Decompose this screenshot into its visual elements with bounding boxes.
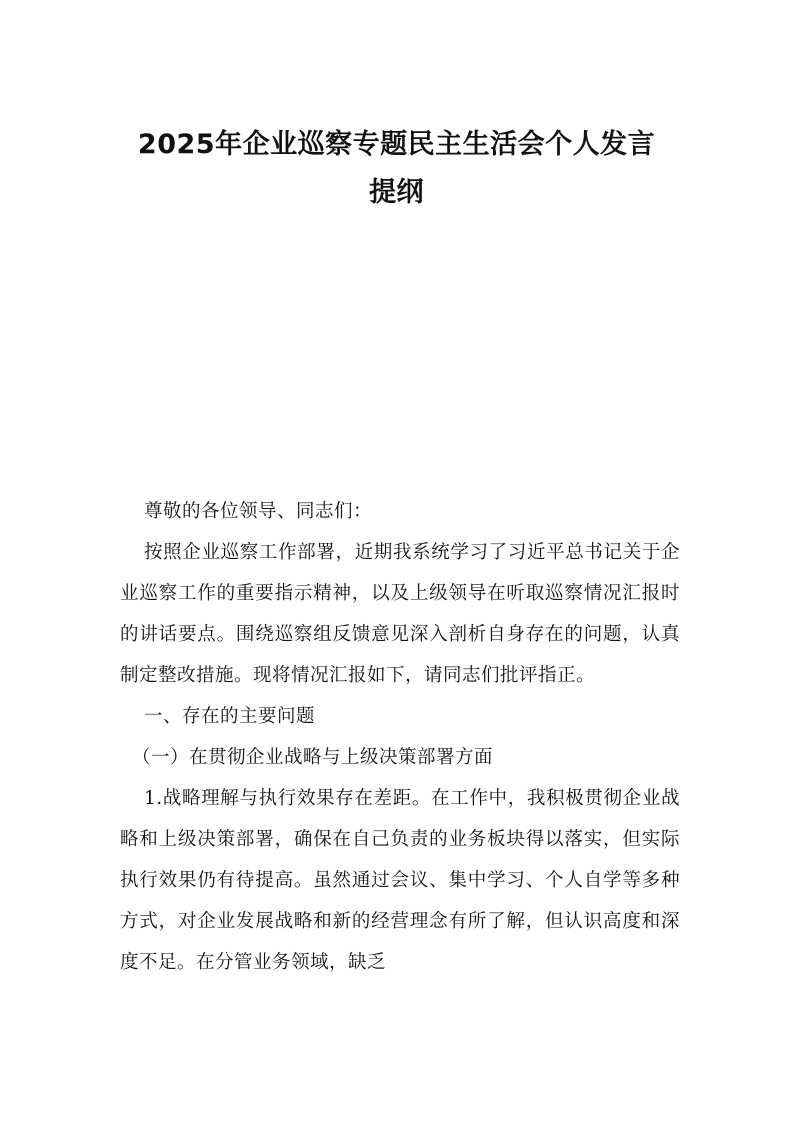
document-body xyxy=(120,491,680,983)
greeting-paragraph: 尊敬的各位领导、同志们： xyxy=(144,501,373,522)
point-1-paragraph: 1.战略理解与执行效果存在差距。在工作中，我积极贯彻企业战略和上级决策部署，确保在自己负责的业务板块得以落实，但实际执行效果仍有待提高。虽然通过会议、集中学习、个人自学等多种方式，对企业发展战略和新的经营理念有所了解，但认识高度和深度不足。在分管业务领域，缺乏 xyxy=(120,788,680,973)
document-title-line-1: 2025年企业巡察专题民主生活会个人发言 xyxy=(137,129,656,160)
document-title-line-2: 提纲 xyxy=(369,177,424,208)
intro-paragraph: 按照企业巡察工作部署，近期我系统学习了习近平总书记关于企业巡察工作的重要指示精神，以及上级领导在听取巡察情况汇报时的讲话要点。围绕巡察组反馈意见深入剖析自身存在的问题，认真制定整改措施。现将情况汇报如下，请同志们批评指正。 xyxy=(120,542,680,686)
section-heading-1: 一、存在的主要问题 xyxy=(144,706,316,727)
subsection-heading-1: （一）在贯彻企业战略与上级决策部署方面 xyxy=(132,747,494,768)
